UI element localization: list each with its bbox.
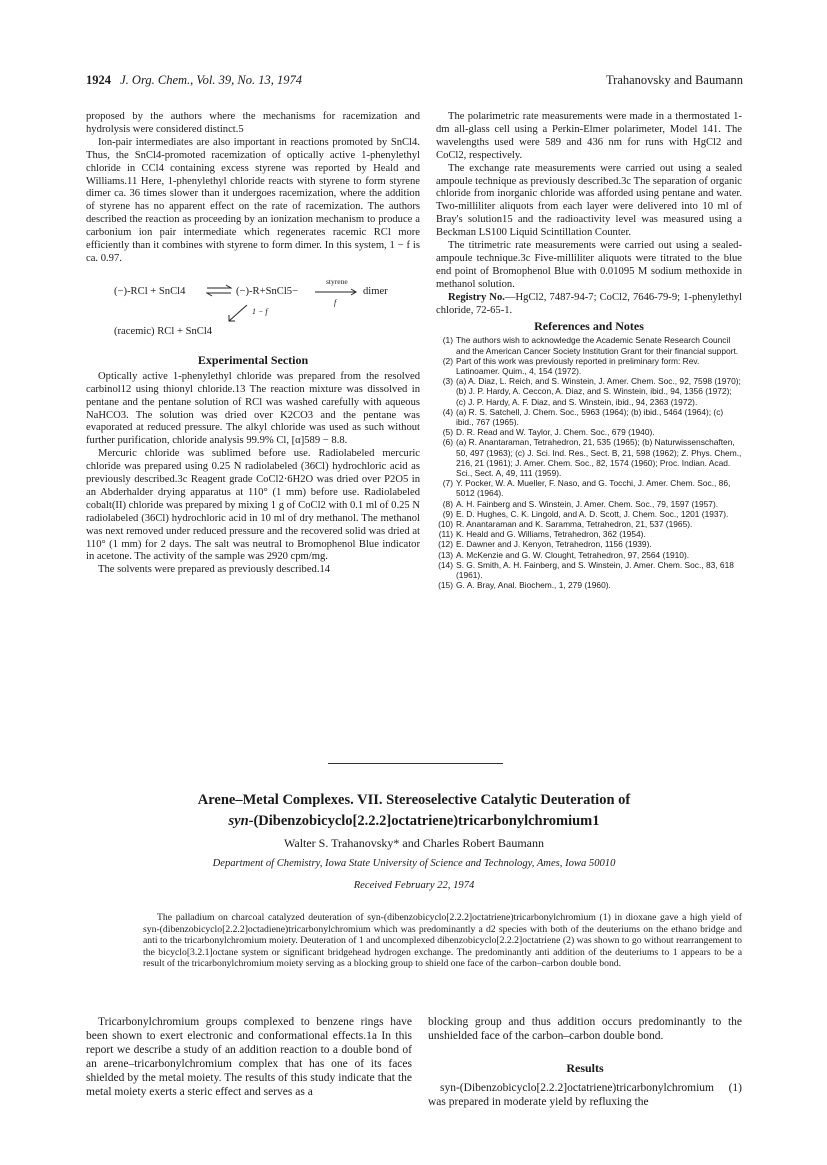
paragraph: The polarimetric rate measurements were made in a thermostated 1-dm all-glass cell using a Perkin-Elmer polarimeter, Model 141. The wavelengths used were 589 and 436 nm for runs with HgCl2 and CoCl2, respectively. <box>436 111 742 161</box>
title-rest: -(Dibenzobicyclo[2.2.2]octatriene)tricarbonylchromium1 <box>248 813 600 829</box>
paragraph: The exchange rate measurements were carried out using a sealed ampoule technique as previously described.3c The separation of organic chloride from inorganic chloride was afforded using pentane and water. Two-milliliter aliquots from each layer were delivered into 10 ml of Bray's solution15 and the radioactivity level was measured using a Beckman LS100 Liquid Scintillation Counter. <box>436 162 742 239</box>
reference-item <box>436 580 742 590</box>
reference-number: (5) <box>442 427 453 438</box>
paragraph: blocking group and thus addition occurs predominantly to the unshielded face of the carbon–carbon double bond. <box>428 1016 742 1042</box>
reference-number: (4) <box>442 406 453 417</box>
reference-text: The authors wish to acknowledge the Academic Senate Research Council and the American Cancer Society Institution Grant for their financial support. <box>456 335 739 356</box>
affiliation: Department of Chemistry, Iowa State University of Science and Technology, Ames, Iowa 50010 <box>212 858 616 869</box>
reference-number: (1) <box>442 335 453 346</box>
title-line <box>86 811 742 832</box>
scheme-racemic: (racemic) RCl + SnCl4 <box>114 325 213 337</box>
paragraph: Optically active 1-phenylethyl chloride was prepared from the resolved carbinol12 using thionyl chloride.13 The reaction mixture was dissolved in pentane and the pentane solution of RCl was washed carefully with aqueous NaHCO3. The solution was dried over K2CO3 and the pentane was evaporated at reduced pressure. The alkyl chloride was used as such without further purification, chloride analysis 99.9% Cl, [α]589 − 8.8. <box>86 370 420 447</box>
reference-text: (a) R. S. Satchell, J. Chem. Soc., 5963 (1964); (b) ibid., 5464 (1964); (c) ibid., 767 (1965). <box>456 406 724 428</box>
registry-numbers <box>436 292 742 318</box>
reference-text: D. R. Read and W. Taylor, J. Chem. Soc., 679 (1940). <box>456 427 655 438</box>
reference-item <box>436 427 742 437</box>
reference-item <box>436 356 742 376</box>
scheme-ion-pair: (−)-R+SnCl5− <box>236 285 299 297</box>
journal-citation: J. Org. Chem., Vol. 39, No. 13, 1974 <box>120 73 302 87</box>
scheme-under-arrow: f <box>334 297 337 307</box>
body-right <box>428 1015 742 1109</box>
scheme-product: dimer <box>363 285 388 297</box>
reaction-arrow-icon <box>314 288 358 296</box>
paragraph: syn-(Dibenzobicyclo[2.2.2]octatriene)tricarbonylchromium (1) was prepared in moderate yield by refluxing the <box>428 1082 742 1108</box>
reference-number: (11) <box>438 529 453 540</box>
references-list <box>436 335 742 590</box>
reference-item <box>436 529 742 539</box>
reference-text: Part of this work was previously reported in preliminary form: Rev. Latinoamer. Quim., 4, 154 (1972). <box>456 355 700 377</box>
reference-number: (13) <box>438 549 453 560</box>
reference-item <box>436 560 742 580</box>
paragraph: Mercuric chloride was sublimed before use. Radiolabeled mercuric chloride was prepared using 0.25 N radiolabeled (36Cl) hydrochloric acid as previously described.3c Reagent grade CoCl2·6H2O was dried over P2O5 in an Abderhalder drying apparatus at 110° (1 mm) before use. Radiolabeled cobalt(II) chloride was prepared by mixing 1 g of CoCl2 with 0.1 ml of 0.25 N radiolabeled (36Cl) hydrochloric acid in 10 ml of dry methanol. The methanol was next removed under reduced pressure and the recovered solid was dried at 110° (1 mm) for 2 days. The salt was neutral to Bromophenol Blue indicator in acetone. The activity of the sample was 2920 cpm/mg. <box>86 448 420 563</box>
reference-number: (6) <box>442 437 453 448</box>
reference-number: (14) <box>438 559 453 570</box>
reference-item <box>436 407 742 427</box>
reference-text: E. D. Hughes, C. K. Lingold, and A. D. Scott, J. Chem. Soc., 1201 (1937). <box>456 508 729 519</box>
introduction: Tricarbonylchromium groups complexed to benzene rings have been shown to exert electronic and conformational effects.1a In this report we describe a study of an addition reaction to a double bond of an arene–tricarbonylchromium complex that has one of its faces shielded by the metal moiety. The results of this study indicate that the metal moiety exerts a steric effect and serves as a <box>86 1016 412 1098</box>
scheme-branch-label: 1 − f <box>252 306 268 316</box>
reference-item <box>436 335 742 355</box>
reference-text: E. Dawner and J. Kenyon, Tetrahedron, 1156 (1939). <box>456 539 652 550</box>
reference-text: G. A. Bray, Anal. Biochem., 1, 279 (1960). <box>456 580 611 591</box>
article-authors: Walter S. Trahanovsky* and Charles Robert Baumann <box>284 836 544 850</box>
paragraph: Ion-pair intermediates are also important in reactions promoted by SnCl4. Thus, the SnCl4-promoted racemization of optically active 1-phenylethyl chloride in CCl4 containing excess styrene was reported by Heald and Williams.11 Here, 1-phenylethyl chloride reacts with styrene to form styrene dimer ca. 36 times slower than it undergoes racemization, where the addition of styrene has no apparent effect on the rate of racemization. The authors described the reaction as proceeding by an ionization mechanism to produce a carbonium ion pair intermediate which regenerates racemic RCl more efficiently than it combines with styrene to form dimer. In this system, 1 − f is ca. 0.97. <box>86 136 420 264</box>
title-italic: syn <box>228 813 249 829</box>
reference-number: (8) <box>442 498 453 509</box>
reference-text: (a) R. Anantaraman, Tetrahedron, 21, 535 (1965); (b) Naturwissenschaften, 50, 497 (1963); (c) J. Sci. Ind. Res., Sect. B, 21, 598 (1962); Z. Phys. Chem., 216, 21 (1961); J. Amer. Chem. Soc., 82, 1574 (1960); Proc. Indian. Acad. Sci., Sect. A, 49, 111 (1959). <box>456 437 742 479</box>
paragraph: proposed by the authors where the mechanisms for racemization and hydrolysis were considered distinct.5 <box>86 111 420 135</box>
running-header-left <box>86 73 302 88</box>
results-heading: Results <box>566 1061 604 1075</box>
title-line: Arene–Metal Complexes. VII. Stereoselective Catalytic Deuteration of <box>197 792 631 808</box>
reference-number: (9) <box>442 508 453 519</box>
reference-text: K. Heald and G. Williams, Tetrahedron, 362 (1954). <box>456 529 646 540</box>
page-number: 1924 <box>86 73 111 87</box>
reference-item <box>436 509 742 519</box>
reference-item <box>436 550 742 560</box>
equilibrium-arrow-icon <box>206 284 232 298</box>
reference-item <box>436 519 742 529</box>
reference-number: (12) <box>438 539 453 550</box>
reference-item <box>436 478 742 498</box>
running-header-authors: Trahanovsky and Baumann <box>605 73 743 87</box>
reference-text: Y. Pocker, W. A. Mueller, F. Naso, and G. Tocchi, J. Amer. Chem. Soc., 86, 5012 (1964). <box>456 478 731 499</box>
references-heading: References and Notes <box>534 318 644 333</box>
reference-item <box>436 539 742 549</box>
reference-text: A. McKenzie and G. W. Clought, Tetrahedron, 97, 2564 (1910). <box>456 549 690 560</box>
scheme-over-arrow: styrene <box>326 276 348 286</box>
reference-number: (7) <box>442 478 453 489</box>
reference-text: R. Anantaraman and K. Saramma, Tetrahedron, 21, 537 (1965). <box>456 519 693 530</box>
received-date: Received February 22, 1974 <box>353 880 475 891</box>
reference-item <box>436 499 742 509</box>
left-column <box>86 111 420 577</box>
reference-text: (a) A. Diaz, L. Reich, and S. Winstein, J. Amer. Chem. Soc., 92, 7598 (1970); (b) J. P. Hardy, A. Ceccon, A. Diaz, and S. Winstein, ibid., 94, 1356 (1972); (c) J. P. Hardy, A. F. Diaz, and S. Winstein, ibid., 94, 2363 (1972). <box>456 376 741 407</box>
reference-number: (15) <box>438 580 453 591</box>
registry-label: Registry No. <box>448 291 505 303</box>
reference-number: (10) <box>438 519 453 530</box>
paragraph: The solvents were prepared as previously described.14 <box>98 564 331 576</box>
reference-item <box>436 437 742 478</box>
divider <box>328 763 503 764</box>
reference-text: S. G. Smith, A. H. Fainberg, and S. Winstein, J. Amer. Chem. Soc., 83, 618 (1961). <box>456 559 734 581</box>
reaction-scheme <box>86 276 420 346</box>
abstract: The palladium on charcoal catalyzed deuteration of syn-(dibenzobicyclo[2.2.2]octatriene)tricarbonylchromium (1) in dioxane gave a high yield of syn-(dibenzobicyclo[2.2.2]octadiene)tricarbonylchromium which was predominantly a d2 species with both of the deuteriums on the ethano bridge and anti to the tricarbonylchromium moiety. Deuteration of 1 and uncomplexed dibenzobicyclo[2.2.2]octatriene (2) was shown to go without rearrangement to the bicyclo[3.2.1]octane system or significant bridgehead hydrogen exchange. The predominantly anti addition of the deuteriums to 1 appears to be a result of the tricarbonylchromium moiety serving as a blocking group to shield one face of the carbon–carbon double bond. <box>143 912 742 969</box>
reference-item <box>436 376 742 407</box>
article-title <box>86 790 742 832</box>
branch-arrow-icon <box>226 303 250 323</box>
reference-text: A. H. Fainberg and S. Winstein, J. Amer. Chem. Soc., 79, 1597 (1957). <box>456 498 719 509</box>
scheme-reactants: (−)-RCl + SnCl4 <box>114 285 186 297</box>
section-heading: Experimental Section <box>197 352 309 367</box>
reference-number: (2) <box>442 355 453 366</box>
reference-number: (3) <box>442 376 453 387</box>
registry-text: —HgCl2, 7487-94-7; CoCl2, 7646-79-9; 1-phenylethyl chloride, 72-65-1. <box>436 291 742 316</box>
paragraph: The titrimetric rate measurements were carried out using a sealed-ampoule technique.3c Five-milliliter aliquots were titrated to the blue end point of Bromophenol Blue with 0.01095 M sodium methoxide in methanol solution. <box>436 240 742 290</box>
right-column <box>436 111 742 590</box>
